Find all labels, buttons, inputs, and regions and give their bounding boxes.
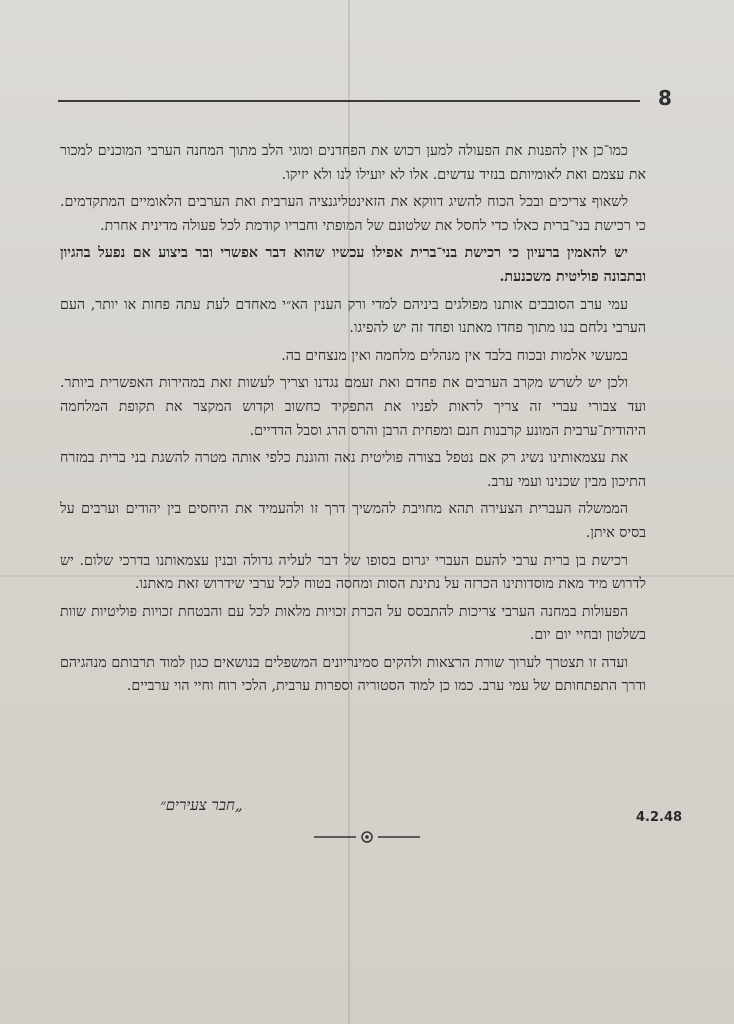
header-rule [58,100,640,102]
paragraph-9: רכישת בן ברית ערבי להעם העברי יגרום בסופו של דבר לעליה גדולה ובנין עצמאותנו בדרכי שלום. יש לדרוש מיד מאת מוסדותינו הכרזה על נתינת הסות ומחסה בטוח לכל ערבי שידרוש זאת מאתנו. [60,552,646,593]
paragraph-6: ולכן יש לשרש מקרב הערבים את פחדם ואת זעמם נגדנו וצריך לעשות זאת במהירות האפשרית ביותר. ועד צבורי עברי זה צריך לראות לפניו את התפקיד כחשוב וקדוש המקצר את תקופת המלחמה היהודית־ערבית המונע קרבנות חנם ומפחית הרבן והרס הרג וסבל הדדיים. [60,375,646,439]
paragraph-10: הפעולות במחנה הערבי צריכות להתבסס על הכרת זכויות מלאות לכל עם והבטחת זכויות פוליטיות שוות בשלטון ובחיי יום יום. [60,603,646,644]
paragraph-2: לשאוף צריכים ובכל הכוח להשיג דווקא את הזאינטליגנציה הערבית ואת הערבים הלאומיים המתקדמים. כי רכישת בני־ברית כאלו כדי לחסל את שלטונם של המופתי וחבריו קודמת לכל פעולה מדינית אחרת. [60,194,646,234]
page-number: 8 [658,86,672,110]
document-date: 4.2.48 [636,810,683,825]
paragraph-1: כמו־כן אין להפנות את הפעולה למען רכוש את הפחדנים ומוגי הלב מתוך המחנה הערבי המוכנים למכור את עצמם ואת לאומיותם בנזיד עדשים. אלו לא יועילו לנו ולא יזיקו. [60,143,646,183]
paragraph-11: ועדה זו תצטרך לערוך שורת הרצאות ולהקים סמינריונים המשפלים בנושאים כגון למוד תרבותם מנהגיהם ודרך התפתחותם של עמי ערב. כמו כן למוד הסטוריה וספרות ערבית, הלכי רוח וחיי הוי ערביים. [60,654,646,695]
paragraph-5: במעשי אלמות ובכוח בלבד אין מנהלים מלחמה ואין מנצחים בה. [281,347,628,364]
paragraph-3: יש להאמין ברעיון כי רכישת בני־ברית אפילו עכשיו שהוא דבר אפשרי ובר ביצוע אם נפעל בהגיון ובתבונה פוליטית משכנעת. [60,245,646,285]
document-body [60,140,646,703]
paragraph-7: את עצמאותינו נשיג רק אם נטפל בצורה פוליטית נאה והוגנת כלפי אותה מטרה להשגת בני ברית במזרח התיכון מבין שכנינו ועמי ערב. [60,450,646,490]
paragraph-4: עמי ערב הסובבים אותנו מפולגים ביניהם למדי ורק הענין הא״י מאחדם לעת עתה פחות או יותר, העם הערבי נלחם בנו מתוך פחדו מאתנו ופחד זה יש להפיגו. [60,296,646,337]
ornament-divider [312,830,422,844]
signature: „חבר צעירים״ [160,796,243,814]
paragraph-8: הממשלה העברית הצעירה תהא מחויבת להמשיך דרך זו ולהעמיד את היחסים בין יהודים וערבים על בסיס איתן. [60,501,646,541]
